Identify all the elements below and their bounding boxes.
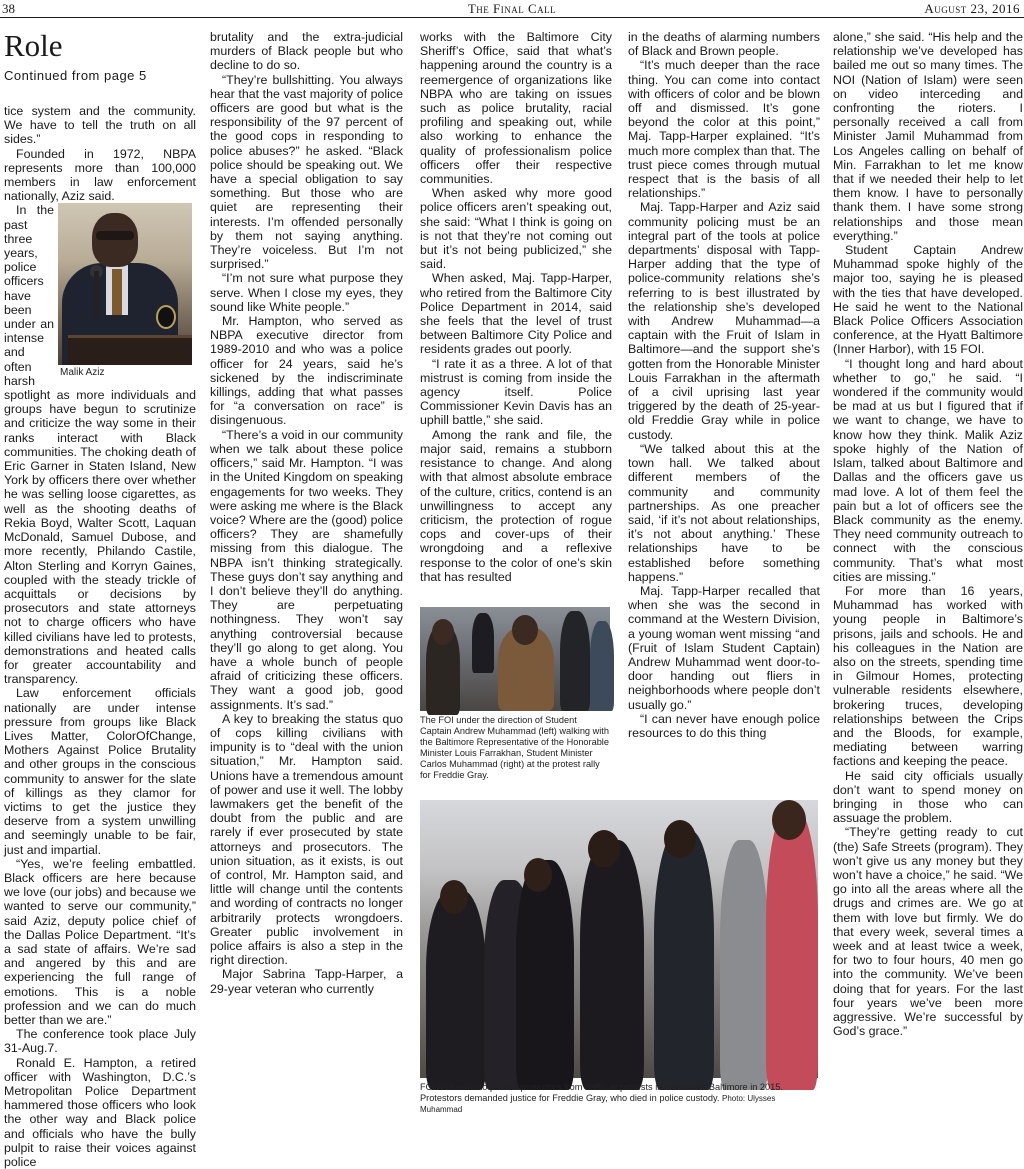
paragraph: “I rate it as a three. A lot of that mistrust is coming from inside the agency itself. Police Commissioner Kevin Davis has an uphill battle,” she said. (420, 356, 612, 428)
article-title: Role (4, 28, 63, 63)
column-3 (420, 30, 612, 584)
paragraph: For more than 16 years, Muhammad has worked with young people in Baltimore’s prisons, jails and schools. He and his colleagues in the Nation are also on the streets, spending time in Gilmour Homes, protecting vulnerable residents elsewhere, brokering truces, developing relationships between the Crips and the Bloods, for example, mediating between warring factions and keeping the peace. (833, 583, 1023, 769)
paragraph: A key to breaking the status quo of cops killing civilians with impunity is to “deal with the union situation,” Mr. Hampton said. Unions have a tremendous amount of power and use it well. The lobby lawmakers get the benefit of the doubt from the public and are rarely if ever prosecuted by state attorneys and prosecutors. The union situation, as it exists, is out of control, Mr. Hampton said, and little will change until the contents and wording of contracts no longer arbitrarily protects wrongdoers. Greater public involvement in police affairs is also a step in the right direction. (210, 711, 403, 968)
paragraph: “They’re getting ready to cut (the) Safe Streets (program). They won’t give us any money but they won’t have a choice,” he said. “We go into all the areas where all the drugs and crimes are. We go at them with love but firmly. We do that every week, several times a week and at least twice a week, for two to four hours, 40 men go into the community. We’ve been doing that for years. For the last four years we’ve been more aggressive. We’re successful by God’s grace.” (833, 825, 1023, 1039)
paragraph: alone,” she said. “His help and the relationship we’ve developed has bailed me out so many times. The NOI (Nation of Islam) were seen on video interceding and confronting the rioters. I personally received a call from Minister Jamil Muhammad from Los Angeles calling on behalf of Min. Farrakhan to let me know that if we needed their help to let them know. I have to personally thank them. I have some strong relationships and those mean everything.” (833, 30, 1023, 243)
paragraph: Ronald E. Hampton, a retired officer with Washington, D.C.’s Metropolitan Police Department hammered those officers who look the other way and Black police and officials who have the bully pulpit to raise their voices against police (4, 1055, 196, 1169)
paragraph: Among the rank and file, the major said, remains a stubborn resistance to change. And along with that almost absolute embrace of the culture, critics, contend is an unwillingness to accept any criticism, the protection of rogue cops and cover-ups of their wrongdoing and a reflexive response to the color of one’s skin that has resulted (420, 427, 612, 584)
publication-name: The Final Call (467, 1, 557, 16)
photo-caption-rally: The FOI under the direction of Student Captain Andrew Muhammad (left) walking with the Baltimore Representative of the Honorable Minister Louis Farrakhan, Student Minister Carlos Muhammad (right) at the protest rally for Freddie Gray. (420, 715, 609, 780)
paragraph: “Yes, we’re feeling embattled. Black officers are here because we love (our jobs) and because we wanted to serve our community,” said Aziz, deputy police chief of the Dallas Police Department. “It’s a sad state of affairs. We’re sad and angered by this and are experiencing the full range of emotions. This is a noble profession and we can do much better than we are.” (4, 856, 196, 1027)
paragraph: in the deaths of alarming numbers of Black and Brown people. (628, 30, 820, 59)
photo-caption-arms-text: FOI lock arms to protect protestors from traffic at protests in downtown Baltimore in 2015. Protestors demanded justice for Freddie Gray, who died in police custody. (420, 1082, 783, 1103)
page-header (0, 0, 1024, 18)
paragraph: tice system and the community. We have to tell the truth on all sides.” (4, 104, 196, 147)
paragraph: works with the Baltimore City Sheriff’s Office, said that what’s happening around the country is a reemergence of organizations like NBPA who are taking on issues such as police brutality, racial profiling and speaking out, while also working to enhance the quality of professionalism police officers offer their respective communities. (420, 30, 612, 187)
paragraph: Student Captain Andrew Muhammad spoke highly of the major too, saying he is pleased with the ties that have developed. He said he went to the National Black Police Officers Association conference, at the Hyatt Baltimore (Inner Harbor), with 15 FOI. (833, 243, 1023, 357)
paragraph: “I’m not sure what purpose they serve. When I close my eyes, they sound like White people.” (210, 271, 403, 314)
column-4 (628, 30, 820, 740)
paragraph: Mr. Hampton, who served as NBPA executive director from 1989-2010 and who was a police officer for 24 years, said he’s sickened by the indiscriminate killings, adding that what passes for “a conversation on race” is disingenuous. (210, 314, 403, 428)
paragraph: Maj. Tapp-Harper recalled that when she was the second in command at the Western Division, a young woman went missing “and (Fruit of Islam Student Captain) Andrew Muhammad went door-to-door handing out fliers in neighborhoods where people don’t usually go.” (628, 583, 820, 712)
continued-note: Continued from page 5 (4, 68, 147, 83)
paragraph: brutality and the extra-judicial murders of Black people but who decline to do so. (210, 30, 403, 73)
paragraph: Founded in 1972, NBPA represents more than 100,000 members in law enforcement nationally, Aziz said. (4, 146, 196, 204)
column-5 (833, 30, 1023, 1038)
paragraph: When asked why more good police officers aren’t speaking out, she said: “What I think is going on is not that they’re not coming out but it’s not being publicized,” she said. (420, 186, 612, 272)
photo-rally (420, 607, 610, 711)
paragraph: “They’re bullshitting. You always hear that the vast majority of police officers are good but what is the responsibility of the 97 percent of the good cops in responding to police abuses?” he asked. “Black police should be speaking out. We have a special obligation to say something. But those who are quiet are representing their interests. I’m offended personally by them not saying anything. They’re voiceless. But I’m not surprised.” (210, 72, 403, 272)
photo-credit: Photo: Ulysses Muhammad (420, 1094, 776, 1114)
paragraph: “I thought long and hard about whether to go,” he said. “I wondered if the community would be mad at us but I figured that if we want to change, we have to know how they think. Malik Aziz spoke highly of the Nation of Islam, talked about Baltimore and Dallas and the officers gave us mad love. A lot of them feel the pain but a lot of officers see the Black community as the enemy. They need community outreach to connect with the conscious community. That’s what most cities are missing.” (833, 356, 1023, 584)
paragraph: The conference took place July 31-Aug.7. (4, 1027, 196, 1056)
paragraph: Maj. Tapp-Harper and Aziz said community policing must be an integral part of the tools at police departments’ disposal with Tapp-Harper adding that the type of police-community relations she’s referring to is best illustrated by the relationship she’s developed with Andrew Muhammad—a captain with the Fruit of Islam in Baltimore—and the support she’s gotten from the Honorable Minister Louis Farrakhan in the aftermath of a civil uprising last year triggered by the death of 25-year-old Freddie Gray while in police custody. (628, 200, 820, 442)
paragraph: He said city officials usually don’t want to spend money on bringing in those who can assuage the problem. (833, 768, 1023, 826)
paragraph: “I can never have enough police resources to do this thing (628, 711, 820, 740)
paragraph: When asked, Maj. Tapp-Harper, who retired from the Baltimore City Police Department in 2014, said she feels that the level of trust between Baltimore City Police and residents grades out poorly. (420, 271, 612, 357)
paragraph: “We talked about this at the town hall. We talked about different members of the community and community partnerships. As one preacher said, ‘if it’s not about relationships, it’s not about anything.’ These relationships have to be established before something happens.” (628, 441, 820, 584)
paragraph: “It’s much deeper than the race thing. You can come into contact with officers of color and be blown off and dismissed. It’s gone beyond the color at this point,” Maj. Tapp-Harper explained. “It’s much more complex than that. The trust piece comes through mutual respect that is the basis of all relationships.” (628, 58, 820, 201)
issue-date: August 23, 2016 (924, 1, 1020, 16)
photo-caption-aziz: Malik Aziz (60, 367, 105, 379)
photo-foi-lock-arms (420, 800, 818, 1078)
paragraph: Major Sabrina Tapp-Harper, a 29-year veteran who currently (210, 967, 403, 996)
page-number: 38 (2, 1, 15, 16)
column-2 (210, 30, 403, 996)
malik-aziz-image (58, 203, 192, 365)
paragraph: “There’s a void in our community when we talk about these police officers,” said Mr. Hampton. “I was in the United Kingdom on speaking engagements for two weeks. They were asking me where is the Black voice? Where are the (good) police officers? They are shamefully missing from this dialogue. The NBPA isn’t thinking strategically. These guys don’t say anything and I don’t believe they’ll do anything. They are perpetuating nothingness. They won’t say anything controversial because they’ll go along to get along. You have a whole bunch of people afraid of criticizing these officers. They want a good job, good assignments. It’s sad.” (210, 427, 403, 712)
photo-caption-arms (420, 1082, 818, 1115)
paragraph: Law enforcement officials nationally are under intense pressure from groups like Black Lives Matter, ColorOfChange, Mothers Against Police Brutality and other groups in the conscious community to answer for the slate of killings as they clamor for victims to get the justice they deserve from a system unwilling and seemingly unable to be fair, just and impartial. (4, 686, 196, 857)
paragraph: In the past three years, police officers have been under an intense and often harsh spotlight as more individuals and groups have begun to scrutinize and criticize the way some in their ranks interact with Black communities. The choking death of Eric Garner in Staten Island, New York by officers there over whether he was selling loose cigarettes, as well as the shooting deaths of Rekia Boyd, Walter Scott, Laquan McDonald, Samuel Dubose, and more recently, Philando Castile, Alton Sterling and Korryn Gaines, coupled with the steady trickle of acquittals or decisions by prosecutors and state attorneys not to charge officers who have killed civilians have led to protests, demonstrations and heated calls for greater accountability and transparency. (4, 203, 196, 687)
photo-malik-aziz (56, 203, 194, 383)
